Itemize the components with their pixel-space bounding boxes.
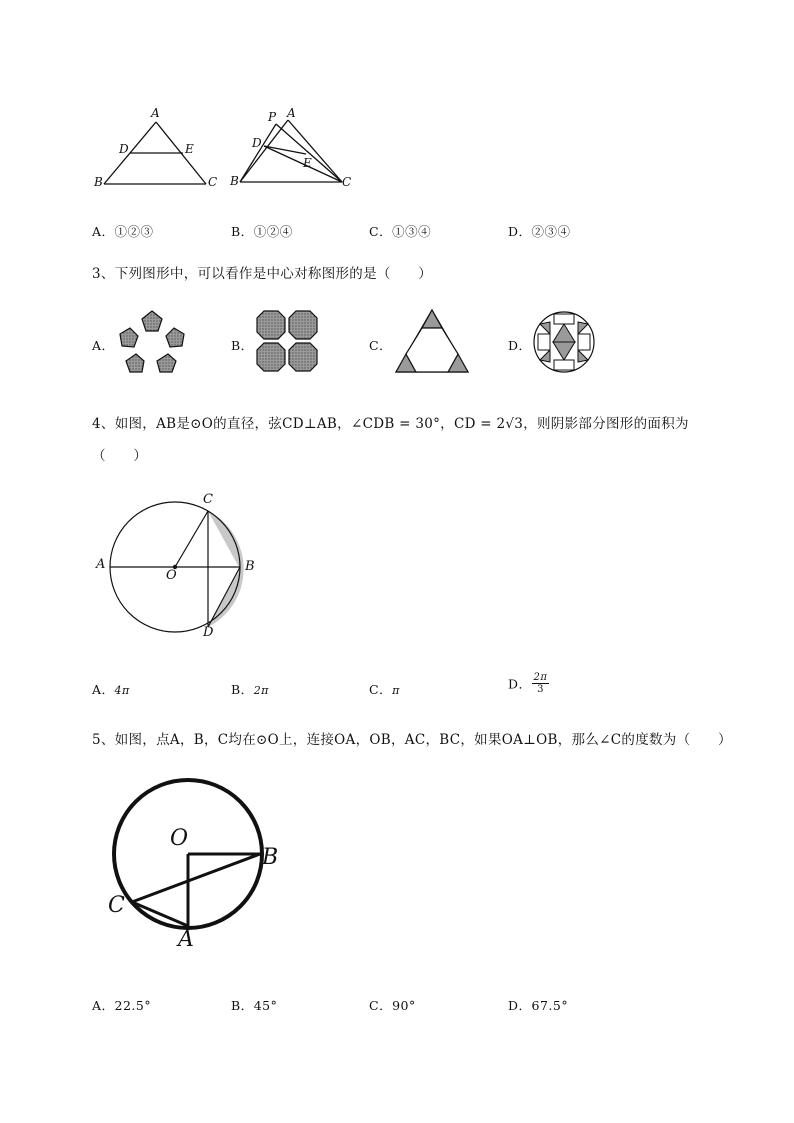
q2-fig2-label-d: D [252, 136, 262, 150]
q2-fig1-label-e: E [185, 142, 194, 156]
q4-stem-paren: （ ） [92, 448, 148, 464]
option-key: D． [508, 224, 532, 239]
q5-label-b: B [262, 845, 279, 870]
q4-stem: 4、如图，AB是⊙O的直径，弦CD⊥AB，∠CDB = 30°，CD = 2√3，则阴影部分图形的面积为 [92, 416, 689, 432]
q5-label-a: A [178, 927, 194, 952]
option-key: C． [369, 224, 393, 239]
q5-stem: 5、如图，点A，B，C均在⊙O上，连接OA，OB，AC，BC，如果OA⊥OB，那么∠C的度数为（ ） [92, 732, 732, 748]
q5-option-c[interactable] [369, 996, 416, 1014]
q5-option-a[interactable] [92, 996, 151, 1014]
q3-figure-a-pentagons [114, 308, 190, 376]
q4-label-c: C [203, 492, 213, 507]
q4-label-a: A [96, 557, 106, 572]
q5-option-b[interactable] [231, 996, 277, 1014]
option-key: C． [369, 682, 393, 697]
q3-figure-c-triangle [394, 308, 470, 374]
option-key: B． [231, 682, 254, 697]
q2-fig2-label-b: B [230, 174, 239, 188]
q4-option-c[interactable] [369, 680, 400, 698]
option-text: ①②③ [114, 224, 154, 239]
q5-label-c: C [108, 893, 125, 918]
option-text: 4π [114, 684, 130, 697]
fraction-denominator: 3 [537, 684, 544, 695]
q2-fig2-label-e: E [303, 156, 312, 170]
q4-option-d[interactable] [508, 672, 549, 695]
option-key: A． [92, 998, 115, 1013]
option-key: A． [92, 224, 115, 239]
option-key: B． [231, 998, 254, 1013]
option-text: 90° [392, 998, 416, 1013]
q2-fig2-label-a: A [287, 106, 296, 120]
option-key: A． [92, 682, 115, 697]
option-text: π [392, 684, 400, 697]
q5-option-d[interactable] [508, 996, 568, 1014]
q2-fig1-label-d: D [119, 142, 129, 156]
option-key: B． [231, 224, 254, 239]
option-key: D． [508, 998, 532, 1013]
option-text: 22.5° [114, 998, 152, 1013]
q2-option-d[interactable] [508, 222, 571, 240]
q3-stem: 3、下列图形中，可以看作是中心对称图形的是（ ） [92, 266, 433, 282]
q4-option-a[interactable] [92, 680, 130, 698]
fraction-numerator: 2π [533, 672, 548, 683]
q3-figure-b-octagons [256, 310, 318, 372]
q5-label-o: O [170, 826, 189, 851]
q2-fig1-label-a: A [151, 106, 160, 120]
option-text: 45° [253, 998, 278, 1013]
q4-label-d: D [203, 625, 214, 640]
q2-option-c[interactable] [369, 222, 431, 240]
q3-option-d-key[interactable]: D． [508, 338, 532, 353]
option-text: 67.5° [531, 998, 569, 1013]
option-key: D． [508, 676, 532, 692]
option-text: ①②④ [253, 224, 293, 239]
option-text: ②③④ [531, 224, 571, 239]
q4-label-o: O [166, 568, 177, 583]
q3-option-c-key[interactable]: C． [369, 338, 393, 353]
q2-fig1-label-c: C [208, 175, 218, 189]
q4-option-b[interactable] [231, 680, 269, 698]
option-text: ①③④ [392, 224, 432, 239]
q3-figure-d-circle-pattern [532, 310, 596, 374]
q2-fig2-label-p: P [268, 110, 277, 124]
q4-label-b: B [245, 559, 255, 574]
q3-option-a-key[interactable]: A． [92, 338, 115, 353]
q2-option-b[interactable] [231, 222, 293, 240]
q2-fig2-label-c: C [342, 175, 352, 189]
option-fraction [532, 672, 550, 695]
q3-option-b-key[interactable]: B． [231, 338, 254, 353]
q2-fig1-label-b: B [94, 175, 103, 189]
option-key: C． [369, 998, 393, 1013]
option-text: 2π [253, 684, 269, 697]
q2-option-a[interactable] [92, 222, 154, 240]
